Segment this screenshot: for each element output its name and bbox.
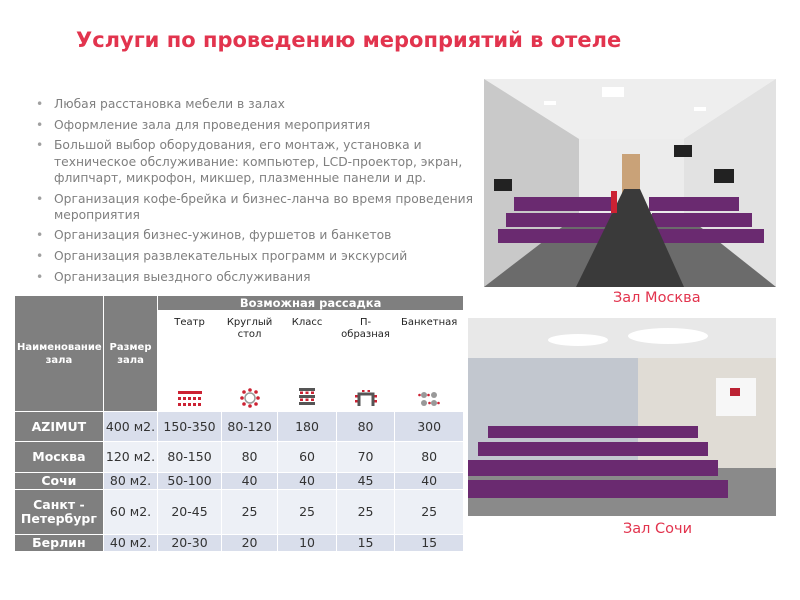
hall-name: Москва [15,442,104,473]
list-item: • Большой выбор оборудования, его монтаж, установка и техническое обслуживание: компьютер, LCD-проектор, экран, флипчарт, микрофон, микшер, плазменные панели и др. [36,137,476,186]
capacity-banquet: 25 [395,490,464,535]
sochi-hall-photo [468,318,776,516]
hall-size: 40 м2. [103,535,157,552]
hall-size: 400 м2. [103,412,157,442]
table-row [15,442,464,473]
table-row [15,490,464,535]
capacity-round: 25 [221,490,277,535]
header-label: Класс [291,317,323,328]
capacity-class: 25 [278,490,337,535]
capacity-banquet: 80 [395,442,464,473]
moscow-hall-caption: Зал Москва [613,290,701,306]
services-list [36,96,476,294]
list-item: • Организация бизнес-ужинов, фуршетов и банкетов [36,227,476,243]
table-row [15,473,464,490]
hall-name: Санкт - Петербург [15,490,104,535]
header-layout-u-shape [336,311,395,412]
header-layout-class [278,311,337,412]
capacity-theater: 150-350 [158,412,222,442]
round-table-layout-icon [222,388,277,408]
theater-layout-icon [158,390,221,408]
list-item: • Организация выездного обслуживания [36,269,476,285]
capacity-banquet: 40 [395,473,464,490]
banquet-layout-icon [395,390,463,408]
hall-name: AZIMUT [15,412,104,442]
capacity-class: 180 [278,412,337,442]
header-layout-banquet [395,311,464,412]
header-layout-theater [158,311,222,412]
capacity-class: 10 [278,535,337,552]
header-hall-size: Размер зала [103,296,157,412]
capacity-u-shape: 80 [336,412,395,442]
header-label: Круглый стол [226,317,273,340]
header-hall-name: Наименование зала [15,296,104,412]
table-row [15,535,464,552]
list-item: • Организация кофе-брейка и бизнес-ланча во время проведения мероприятия [36,191,476,223]
capacity-u-shape: 70 [336,442,395,473]
seating-table [14,295,464,552]
capacity-round: 20 [221,535,277,552]
hall-size: 120 м2. [103,442,157,473]
class-layout-icon [278,386,336,408]
header-label: Театр [174,317,205,328]
capacity-theater: 80-150 [158,442,222,473]
capacity-theater: 50-100 [158,473,222,490]
capacity-banquet: 300 [395,412,464,442]
list-item: • Любая расстановка мебели в залах [36,96,476,112]
list-item: • Оформление зала для проведения мероприятия [36,117,476,133]
moscow-hall-photo [484,79,776,287]
header-seating-group: Возможная рассадка [158,296,464,311]
capacity-class: 40 [278,473,337,490]
table-row [15,412,464,442]
page-title: Услуги по проведению мероприятий в отеле [76,28,622,52]
capacity-theater: 20-30 [158,535,222,552]
capacity-round: 40 [221,473,277,490]
capacity-round: 80 [221,442,277,473]
hall-name: Берлин [15,535,104,552]
capacity-banquet: 15 [395,535,464,552]
capacity-u-shape: 25 [336,490,395,535]
header-label: Банкетная [401,317,458,328]
list-item: • Организация развлекательных программ и экскурсий [36,248,476,264]
capacity-round: 80-120 [221,412,277,442]
capacity-theater: 20-45 [158,490,222,535]
hall-name: Сочи [15,473,104,490]
hall-size: 80 м2. [103,473,157,490]
capacity-class: 60 [278,442,337,473]
header-layout-round [221,311,277,412]
sochi-hall-caption: Зал Сочи [623,521,693,537]
capacity-u-shape: 15 [336,535,395,552]
hall-size: 60 м2. [103,490,157,535]
capacity-u-shape: 45 [336,473,395,490]
u-shape-layout-icon [337,390,395,408]
header-label: П-образная [341,317,390,340]
